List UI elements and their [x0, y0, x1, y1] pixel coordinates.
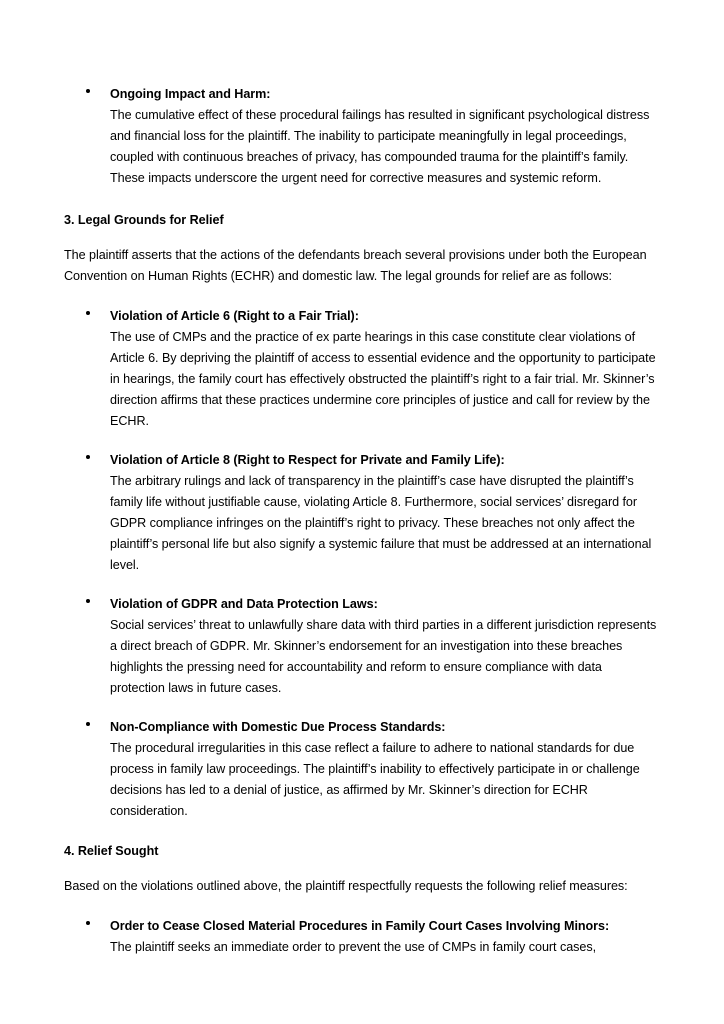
list-item-body: The arbitrary rulings and lack of transparency in the plaintiff’s case have disrupted the plaintiff’s family life without justifiable cause, violating Article 8. Furthermore, social services’ disregard for GDPR compliance infringes on the plaintiff’s right to privacy. These breaches not only affect the plaintiff’s personal life but also signify a systemic failure that must be addressed at an international level. — [110, 474, 652, 572]
bullet-dot-icon — [86, 722, 90, 726]
paragraph-relief-intro: Based on the violations outlined above, the plaintiff respectfully requests the following relief measures: — [64, 879, 628, 893]
spacer — [64, 287, 660, 306]
bullet-list — [64, 916, 660, 958]
section-heading-3: 3. Legal Grounds for Relief — [64, 213, 224, 227]
list-item — [64, 594, 660, 699]
bullet-list — [64, 84, 660, 189]
list-item — [64, 717, 660, 822]
list-item-body: The use of CMPs and the practice of ex parte hearings in this case constitute clear violations of Article 6. By depriving the plaintiff of access to essential evidence and the opportunity to participate in hearings, the family court has effectively obstructed the plaintiff’s right to a fair trial. Mr. Skinner’s direction affirms that these practices undermine core principles of justice and call for review by the ECHR. — [110, 330, 656, 428]
list-item-title: Violation of Article 6 (Right to a Fair Trial): — [110, 309, 359, 323]
bullet-list — [64, 306, 660, 822]
spacer — [64, 231, 660, 245]
spacer — [64, 822, 660, 841]
bullet-dot-icon — [86, 921, 90, 925]
list-item — [64, 84, 660, 189]
list-item-title: Violation of Article 8 (Right to Respect for Private and Family Life): — [110, 453, 505, 467]
list-item-body: The procedural irregularities in this case reflect a failure to adhere to national standards for due process in family law proceedings. The plaintiff’s inability to effectively participate in or challenge decisions has led to a denial of justice, as affirmed by Mr. Skinner’s direction for ECHR consideration. — [110, 741, 640, 818]
bullet-dot-icon — [86, 599, 90, 603]
list-item-body: Social services’ threat to unlawfully share data with third parties in a different jurisdiction represents a direct breach of GDPR. Mr. Skinner’s endorsement for an investigation into these breaches highlights the pressing need for accountability and reform to ensure compliance with data protection laws in future cases. — [110, 618, 657, 695]
spacer — [64, 897, 660, 916]
list-item — [64, 306, 660, 432]
list-item-title: Violation of GDPR and Data Protection Laws: — [110, 597, 378, 611]
list-item-title: Ongoing Impact and Harm: — [110, 87, 271, 101]
list-item-title: Order to Cease Closed Material Procedures in Family Court Cases Involving Minors: — [110, 919, 610, 933]
spacer — [64, 862, 660, 876]
section-heading-4: 4. Relief Sought — [64, 844, 159, 858]
bullet-dot-icon — [86, 455, 90, 459]
list-item — [64, 450, 660, 576]
spacer — [64, 189, 660, 210]
list-item — [64, 916, 660, 958]
list-item-title: Non-Compliance with Domestic Due Process Standards: — [110, 720, 446, 734]
bullet-dot-icon — [86, 89, 90, 93]
list-item-body: The plaintiff seeks an immediate order to prevent the use of CMPs in family court cases, — [110, 940, 597, 954]
list-item-body: The cumulative effect of these procedural failings has resulted in significant psychological distress and financial loss for the plaintiff. The inability to participate meaningfully in legal proceedings, coupled with continuous breaches of privacy, has compounded trauma for the plaintiff’s family. These impacts underscore the urgent need for corrective measures and systemic reform. — [110, 108, 650, 185]
bullet-dot-icon — [86, 311, 90, 315]
paragraph-legal-grounds-intro: The plaintiff asserts that the actions of the defendants breach several provisions under both the European Convention on Human Rights (ECHR) and domestic law. The legal grounds for relief are as follows: — [64, 248, 647, 283]
document-body — [64, 84, 660, 958]
